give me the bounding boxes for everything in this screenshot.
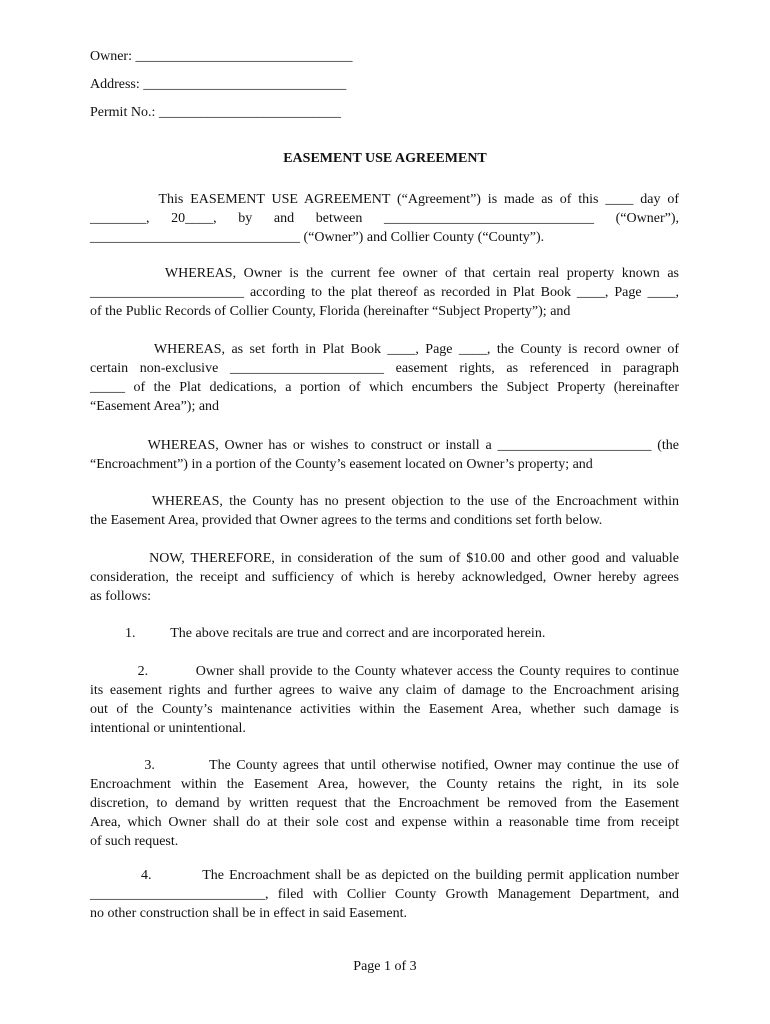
- paragraph-line: of such request.: [90, 834, 179, 849]
- paragraph-line: intentional or unintentional.: [90, 721, 246, 736]
- clause-1: [90, 624, 679, 643]
- paragraph-line: of the Public Records of Collier County, Florida (hereinafter “Subject Property”); and: [90, 304, 571, 319]
- paragraph-line: no other construction shall be in effect in said Easement.: [90, 906, 407, 921]
- now-therefore-paragraph: [90, 549, 679, 606]
- paragraph-line: discretion, to demand by written request that the Encroachment be removed from the Easement: [90, 796, 679, 811]
- paragraph-line: “Encroachment”) in a portion of the County’s easement located on Owner’s property; and: [90, 457, 593, 472]
- document-title: EASEMENT USE AGREEMENT: [283, 151, 487, 166]
- clause-3: [90, 756, 679, 851]
- intro-paragraph: [90, 190, 679, 247]
- paragraph-line: 3. The County agrees that until otherwise notified, Owner may continue the use of: [90, 758, 679, 773]
- paragraph-line: the Easement Area, provided that Owner agrees to the terms and conditions set forth below.: [90, 513, 603, 528]
- whereas-paragraph-4: [90, 492, 679, 530]
- permit-number-field-line: Permit No.: __________________________: [90, 105, 341, 120]
- paragraph-line: “Easement Area”); and: [90, 399, 220, 414]
- paragraph-line: _________________________, filed with Collier County Growth Management Department, and: [90, 887, 679, 902]
- paragraph-line: _____ of the Plat dedications, a portion of which encumbers the Subject Property (hereinafter: [90, 380, 679, 395]
- paragraph-line: 1. The above recitals are true and correct and are incorporated herein.: [90, 626, 546, 641]
- paragraph-line: WHEREAS, Owner is the current fee owner of that certain real property known as: [90, 266, 679, 281]
- paragraph-line: WHEREAS, the County has no present objection to the use of the Encroachment within: [90, 494, 679, 509]
- paragraph-line: consideration, the receipt and sufficiency of which is hereby acknowledged, Owner hereby agrees: [90, 570, 679, 585]
- clause-4: [90, 866, 679, 923]
- paragraph-line: Area, which Owner shall do at their sole cost and expense within a reasonable time from receipt: [90, 815, 679, 830]
- paragraph-line: This EASEMENT USE AGREEMENT (“Agreement”) is made as of this ____ day of: [90, 192, 679, 207]
- paragraph-line: ______________________________ (“Owner”) and Collier County (“County”).: [90, 230, 545, 245]
- whereas-paragraph-3: [90, 436, 679, 474]
- paragraph-line: WHEREAS, as set forth in Plat Book ____, Page ____, the County is record owner of: [90, 342, 679, 357]
- paragraph-line: Encroachment within the Easement Area, however, the County retains the right, in its sole: [90, 777, 679, 792]
- paragraph-line: out of the County’s maintenance activities within the Easement Area, whether such damage is: [90, 702, 679, 717]
- paragraph-line: WHEREAS, Owner has or wishes to construct or install a ______________________ (the: [90, 438, 679, 453]
- paragraph-line: certain non-exclusive ______________________ easement rights, as referenced in paragraph: [90, 361, 679, 376]
- whereas-paragraph-2: [90, 340, 679, 416]
- paragraph-line: its easement rights and further agrees to waive any claim of damage to the Encroachment arising: [90, 683, 679, 698]
- address-field-line: Address: _____________________________: [90, 77, 347, 92]
- paragraph-line: NOW, THEREFORE, in consideration of the sum of $10.00 and other good and valuable: [90, 551, 679, 566]
- paragraph-line: 2. Owner shall provide to the County whatever access the County requires to continue: [90, 664, 679, 679]
- paragraph-line: 4. The Encroachment shall be as depicted on the building permit application number: [90, 868, 679, 883]
- paragraph-line: as follows:: [90, 589, 152, 604]
- owner-field-line: Owner: _______________________________: [90, 49, 353, 64]
- clause-2: [90, 662, 679, 738]
- whereas-paragraph-1: [90, 264, 679, 321]
- page-number: Page 1 of 3: [353, 959, 417, 974]
- paragraph-line: ______________________ according to the plat thereof as recorded in Plat Book ____, Page ____,: [90, 285, 679, 300]
- paragraph-line: ________, 20____, by and between ______________________________ (“Owner”),: [90, 211, 679, 226]
